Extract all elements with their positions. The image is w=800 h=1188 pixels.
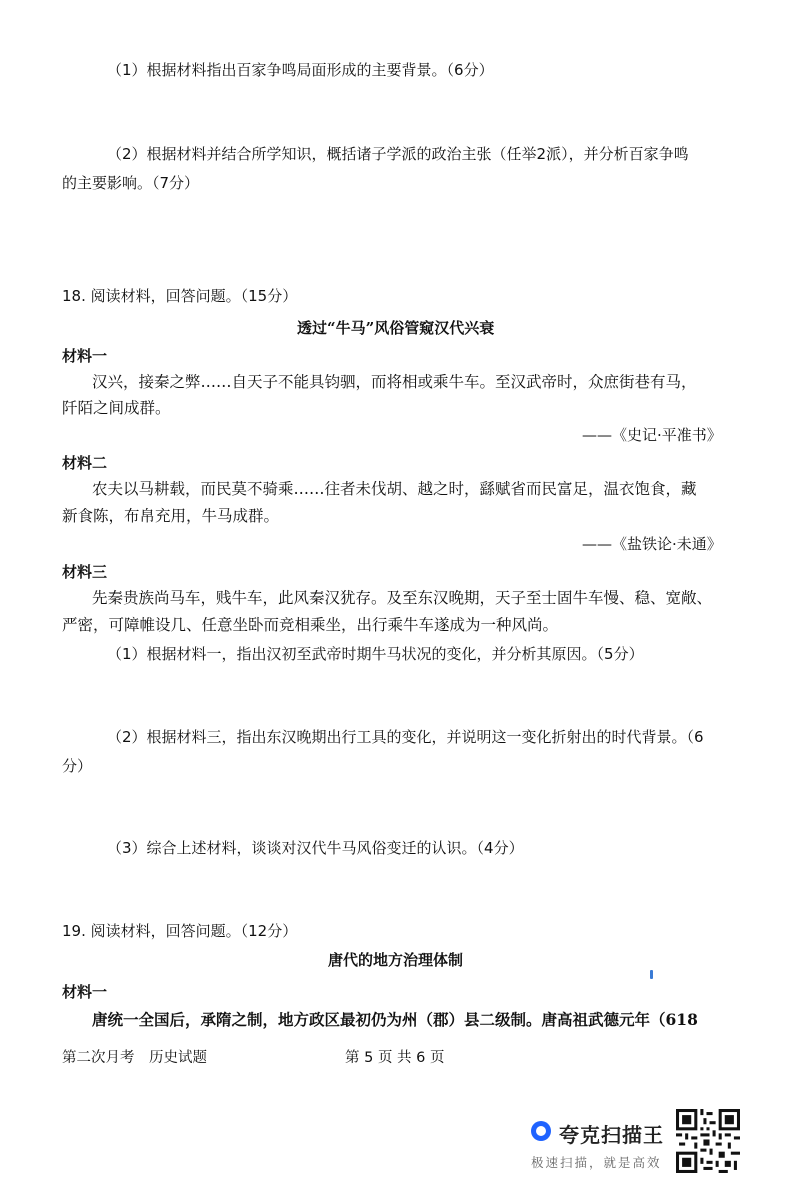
q18-material2-line1: 农夫以马耕载，而民莫不骑乘……往者未伐胡、越之时，繇赋省而民富足，温衣饱食，藏: [92, 480, 697, 498]
footer-exam-name: 第二次月考 历史试题: [62, 1050, 207, 1066]
q18-material2-label: 材料二: [62, 454, 108, 472]
scanner-watermark: [531, 1121, 671, 1171]
scanner-app-name: 夸克扫描王: [559, 1123, 664, 1147]
q18-title: 透过“牛马”风俗管窥汉代兴衰: [297, 319, 495, 337]
q18-material3-line2: 严密，可障帷设几、任意坐卧而竞相乘坐，出行乘牛车遂成为一种风尚。: [62, 616, 559, 634]
scanner-logo-icon: [531, 1121, 551, 1141]
ink-mark: [650, 970, 653, 979]
q18-material3-label: 材料三: [62, 563, 108, 581]
q18-material3-line1: 先秦贵族尚马车，贱牛车，此风秦汉犹存。及至东汉晚期，天子至士固牛车慢、稳、宽敞、: [92, 589, 713, 607]
q18-material2-source: ——《盐铁论·未通》: [582, 535, 722, 553]
q18-part3: （3）综合上述材料，谈谈对汉代牛马风俗变迁的认识。（4分）: [107, 839, 524, 857]
q18-material1-line2: 阡陌之间成群。: [62, 399, 171, 417]
q19-material1-label: 材料一: [62, 983, 108, 1001]
q19-material1-line1: 唐统一全国后，承隋之制，地方政区最初仍为州（郡）县二级制。唐高祖武德元年（618: [92, 1010, 698, 1029]
scanner-slogan: 极速扫描，就是高效: [531, 1155, 662, 1170]
q17-part2-line1: （2）根据材料并结合所学知识，概括诸子学派的政治主张（任举2派），并分析百家争鸣: [107, 145, 689, 163]
q19-heading: 19. 阅读材料，回答问题。（12分）: [62, 922, 298, 940]
q17-part1: （1）根据材料指出百家争鸣局面形成的主要背景。（6分）: [107, 61, 494, 79]
q19-title: 唐代的地方治理体制: [328, 951, 464, 969]
q18-material1-line1: 汉兴，接秦之弊……自天子不能具钧驷，而将相或乘牛车。至汉武帝时，众庶街巷有马，: [92, 373, 697, 391]
footer-page-number: 第 5 页 共 6 页: [345, 1050, 445, 1066]
q18-part2-line1: （2）根据材料三，指出东汉晚期出行工具的变化，并说明这一变化折射出的时代背景。（6: [107, 728, 704, 746]
q18-material1-label: 材料一: [62, 347, 108, 365]
q18-heading: 18. 阅读材料，回答问题。（15分）: [62, 287, 298, 305]
q18-material2-line2: 新食陈，布帛充用，牛马成群。: [62, 507, 280, 525]
qr-code-icon: [676, 1109, 740, 1173]
q17-part2-line2: 的主要影响。（7分）: [62, 174, 200, 192]
q18-part2-line2: 分）: [62, 757, 93, 775]
q18-part1: （1）根据材料一，指出汉初至武帝时期牛马状况的变化，并分析其原因。（5分）: [107, 645, 644, 663]
q18-material1-source: ——《史记·平准书》: [582, 426, 722, 444]
